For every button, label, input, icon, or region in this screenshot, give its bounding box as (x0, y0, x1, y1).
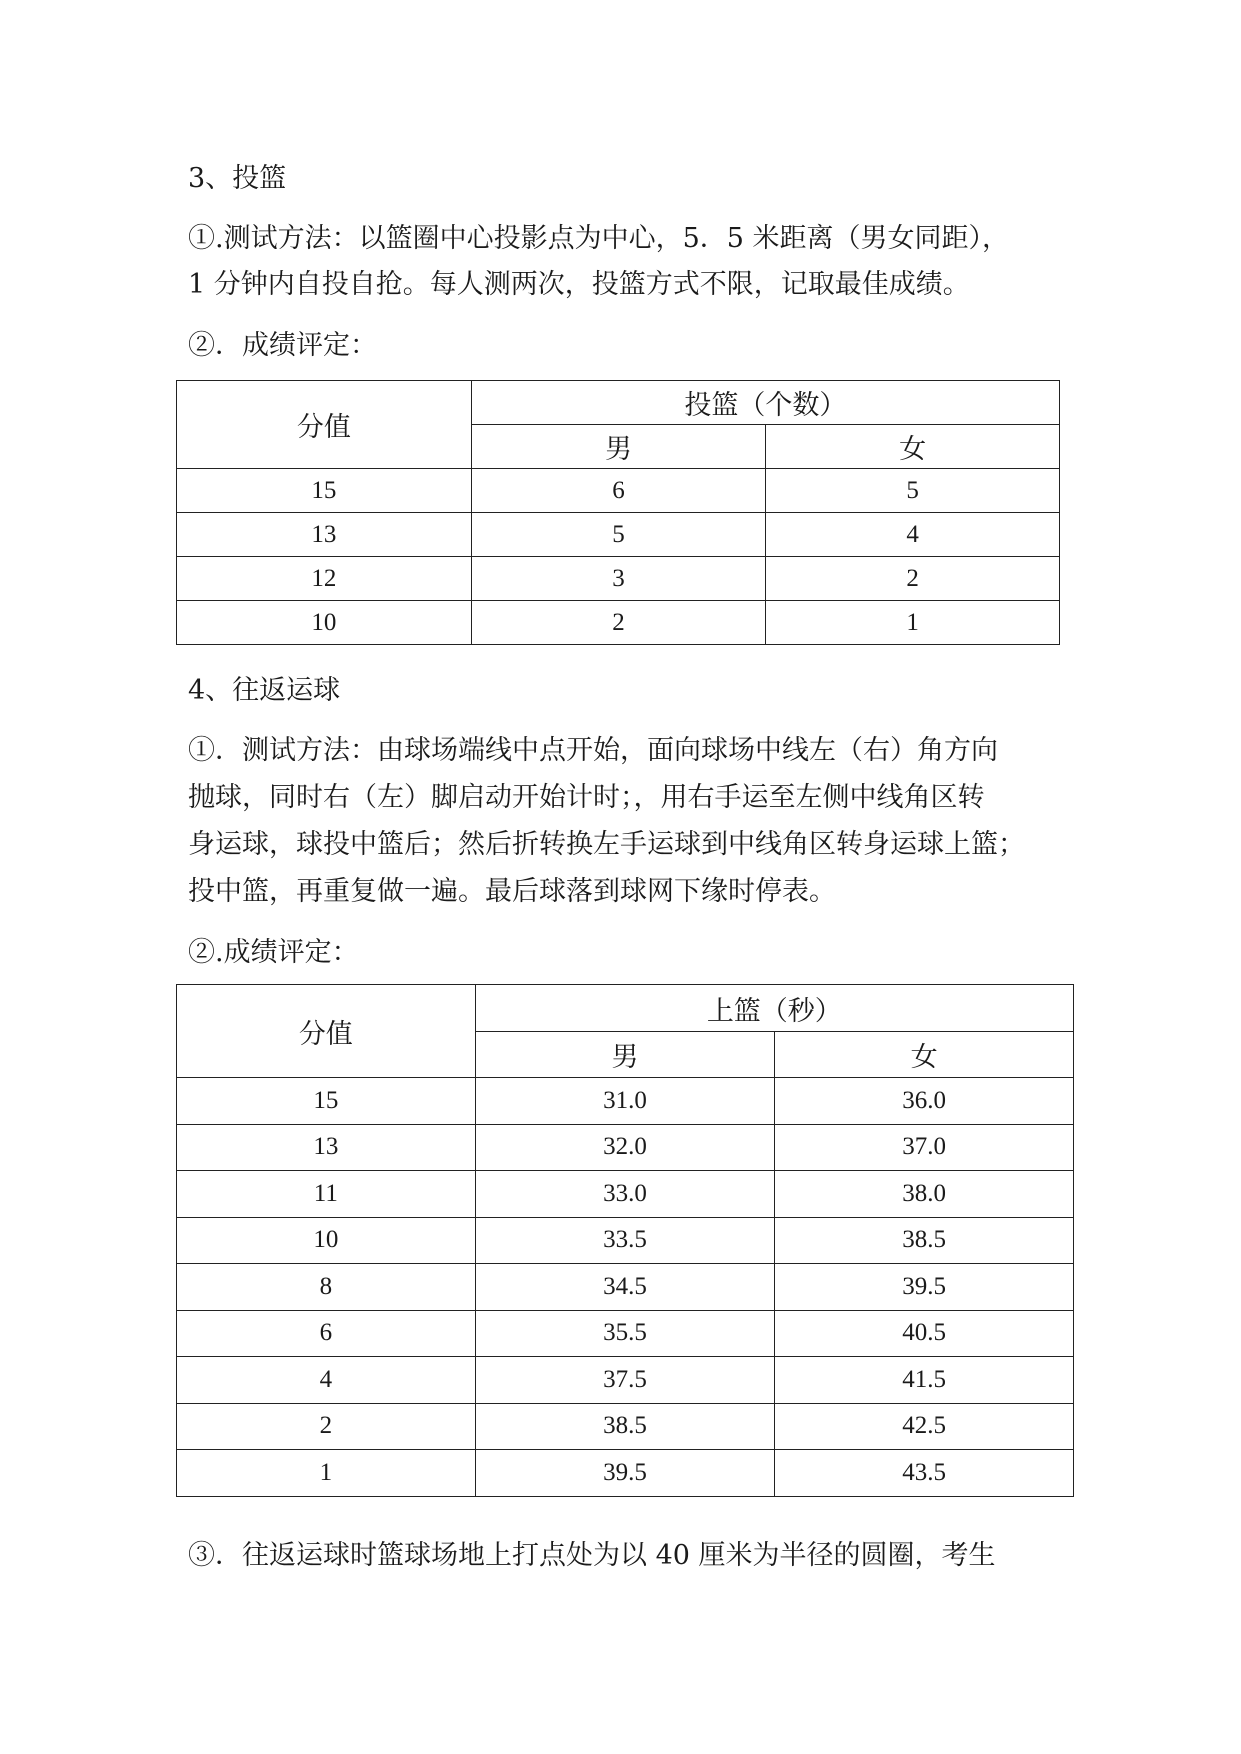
cell-female: 38.5 (775, 1217, 1074, 1264)
cell-female: 36.0 (775, 1078, 1074, 1125)
cell-score: 11 (177, 1171, 476, 1218)
table-row (177, 1124, 1074, 1171)
section-3-heading: 3、投篮 (188, 163, 287, 194)
cell-female: 1 (766, 601, 1060, 645)
cell-male: 5 (471, 513, 766, 557)
cell-female: 5 (766, 469, 1060, 513)
cell-female: 38.0 (775, 1171, 1074, 1218)
table-row (177, 1357, 1074, 1404)
cell-female: 37.0 (775, 1124, 1074, 1171)
table-row (177, 557, 1060, 601)
table-row (177, 513, 1060, 557)
cell-score: 4 (177, 1357, 476, 1404)
cell-male: 31.0 (475, 1078, 775, 1125)
cell-score: 13 (177, 513, 472, 557)
table-row (177, 1264, 1074, 1311)
section-3-method-line-2: 1 分钟内自投自抢。每人测两次，投篮方式不限，记取最佳成绩。 (188, 269, 970, 300)
cell-female: 42.5 (775, 1403, 1074, 1450)
table-row (177, 601, 1060, 645)
cell-score: 10 (177, 1217, 476, 1264)
table-row (177, 1171, 1074, 1218)
cell-male: 34.5 (475, 1264, 775, 1311)
section-4-heading: 4、往返运球 (188, 675, 341, 706)
table-header-male: 男 (471, 425, 766, 469)
cell-score: 1 (177, 1450, 476, 1497)
cell-male: 2 (471, 601, 766, 645)
table-row (177, 1310, 1074, 1357)
dribbling-score-table (176, 984, 1074, 1497)
table-header-group: 上篮（秒） (475, 985, 1073, 1032)
cell-score: 15 (177, 1078, 476, 1125)
section-4-method-line-2: 抛球，同时右（左）脚启动开始计时；，用右手运至左侧中线角区转 (188, 782, 985, 813)
cell-score: 15 (177, 469, 472, 513)
table-header-female: 女 (766, 425, 1060, 469)
cell-male: 37.5 (475, 1357, 775, 1404)
cell-score: 2 (177, 1403, 476, 1450)
cell-male: 35.5 (475, 1310, 775, 1357)
table-row (177, 1217, 1074, 1264)
cell-male: 33.5 (475, 1217, 775, 1264)
table-row (177, 469, 1060, 513)
section-4-note-line-1: ③．往返运球时篮球场地上打点处为以 40 厘米为半径的圆圈，考生 (188, 1540, 996, 1571)
cell-score: 12 (177, 557, 472, 601)
table-header-group: 投篮（个数） (471, 381, 1059, 425)
table-header-score: 分值 (177, 381, 472, 469)
cell-female: 40.5 (775, 1310, 1074, 1357)
cell-score: 8 (177, 1264, 476, 1311)
section-3-method-line-1: ①.测试方法：以篮圈中心投影点为中心，5．5 米距离（男女同距）， (188, 223, 1010, 254)
cell-male: 32.0 (475, 1124, 775, 1171)
shooting-score-table (176, 380, 1060, 645)
cell-female: 41.5 (775, 1357, 1074, 1404)
table-header-male: 男 (475, 1032, 775, 1078)
table-header-score: 分值 (177, 985, 476, 1078)
section-4-method-line-3: 身运球，球投中篮后；然后折转换左手运球到中线角区转身运球上篮； (188, 829, 1025, 860)
table-header-female: 女 (775, 1032, 1074, 1078)
cell-female: 39.5 (775, 1264, 1074, 1311)
cell-score: 13 (177, 1124, 476, 1171)
cell-female: 2 (766, 557, 1060, 601)
cell-male: 39.5 (475, 1450, 775, 1497)
cell-male: 38.5 (475, 1403, 775, 1450)
cell-male: 3 (471, 557, 766, 601)
section-4-grading-label: ②.成绩评定： (188, 937, 359, 968)
cell-female: 4 (766, 513, 1060, 557)
cell-male: 33.0 (475, 1171, 775, 1218)
table-row (177, 1403, 1074, 1450)
cell-score: 6 (177, 1310, 476, 1357)
cell-female: 43.5 (775, 1450, 1074, 1497)
cell-male: 6 (471, 469, 766, 513)
table-row (177, 1078, 1074, 1125)
cell-score: 10 (177, 601, 472, 645)
section-4-method-line-1: ①．测试方法：由球场端线中点开始，面向球场中线左（右）角方向 (188, 735, 998, 766)
section-3-grading-label: ②．成绩评定： (188, 330, 377, 361)
table-row (177, 1450, 1074, 1497)
section-4-method-line-4: 投中篮，再重复做一遍。最后球落到球网下缘时停表。 (188, 876, 836, 907)
